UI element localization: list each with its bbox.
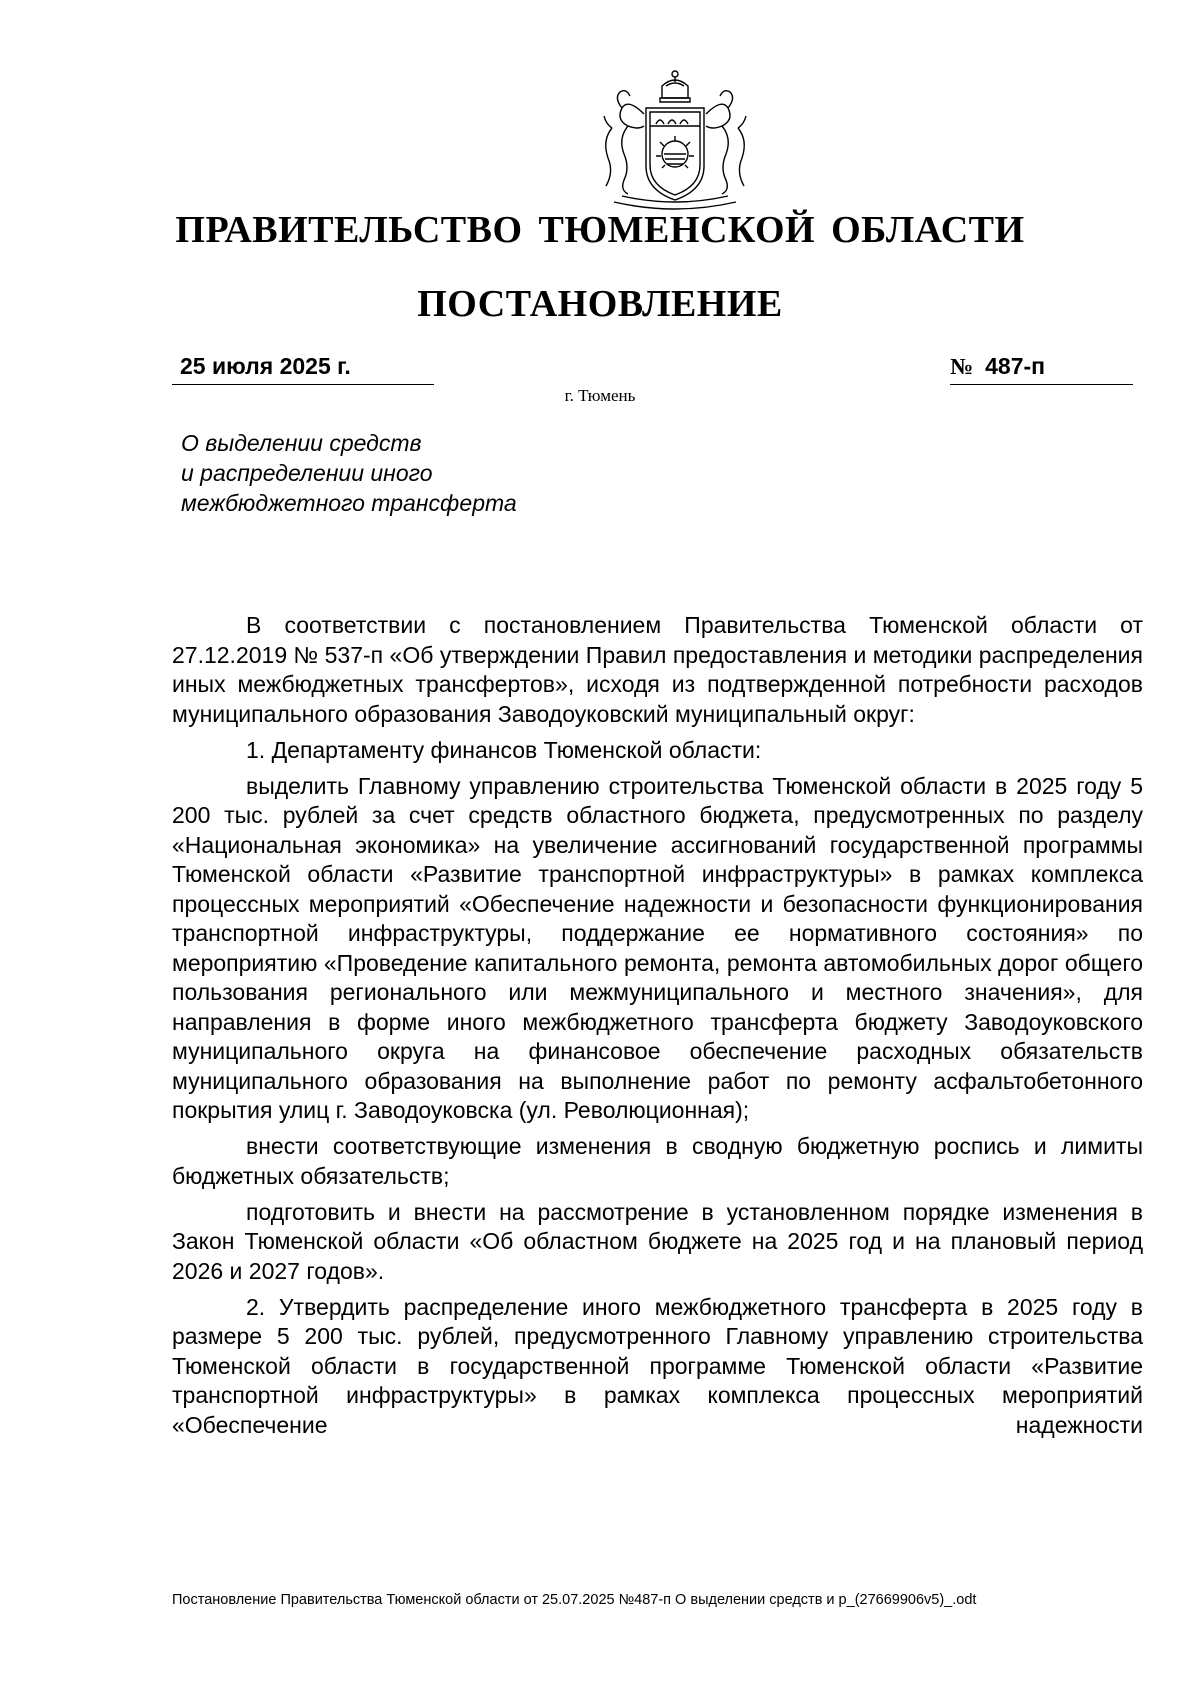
item-1-subparagraph-allocate: выделить Главному управлению строительства Тюменской области в 2025 году 5 200 тыс. рублей за счет средств областного бюджета, предусмотренных по разделу «Национальная экономика» на увеличение ассигнований государственной программы Тюменской области «Развитие транспортной инфраструктуры» в рамках комплекса процессных мероприятий «Обеспечение надежности и безопасности функционирования транспортной инфраструктуры, поддержание ее нормативного состояния» по мероприятию «Проведение капитального ремонта, ремонта автомобильных дорог общего пользования регионального или межмуниципального и местного значения», для направления в форме иного межбюджетного трансферта бюджету Заводоуковского муниципального округа на финансовое обеспечение расходных обязательств муниципального образования на выполнение работ по ремонту асфальтобетонного покрытия улиц г. Заводоуковска (ул. Революционная); <box>172 772 1143 1123</box>
coat-of-arms-emblem <box>594 68 756 214</box>
number-sign: № <box>950 354 974 379</box>
subject-line: и распределении иного <box>181 460 433 486</box>
item-1-subparagraph-prepare-law: подготовить и внести на рассмотрение в установленном порядке изменения в Закон Тюменской области «Об областном бюджете на 2025 год и на плановый период 2026 и 2027 годов». <box>172 1198 1143 1284</box>
item-2-paragraph: 2. Утвердить распределение иного межбюджетного трансферта в 2025 году в размере 5 200 тыс. рублей, предусмотренного Главному управлению строительства Тюменской области в государственной программе Тюменской области «Развитие транспортной инфраструктуры» в рамках комплекса процессных мероприятий «Обеспечение надежности <box>172 1293 1143 1438</box>
document-number: 487-п <box>985 353 1046 379</box>
subject-line: межбюджетного трансферта <box>181 490 517 516</box>
item-1-heading: 1. Департаменту финансов Тюменской области: <box>246 736 762 763</box>
preamble-paragraph: В соответствии с постановлением Правительства Тюменской области от 27.12.2019 № 537-п «Об утверждении Правил предоставления и методики распределения иных межбюджетных трансфертов», исходя из подтвержденной потребности расходов муниципального образования Заводоуковский муниципальный округ: <box>172 612 1143 727</box>
document-type-title: ПОСТАНОВЛЕНИЕ <box>417 283 783 325</box>
page-footer: Постановление Правительства Тюменской области от 25.07.2025 №487-п О выделении средств и р_(27669906v5)_.odt <box>172 1592 977 1608</box>
document-date: 25 июля 2025 г. <box>172 353 434 385</box>
item-1-subparagraph-amend-budget: внести соответствующие изменения в сводную бюджетную роспись и лимиты бюджетных обязательств; <box>172 1133 1143 1189</box>
organization-title: ПРАВИТЕЛЬСТВО ТЮМЕНСКОЙ ОБЛАСТИ <box>175 209 1025 251</box>
document-body <box>172 611 1143 1447</box>
subject-line: О выделении средств <box>181 430 422 456</box>
document-subject <box>181 428 517 518</box>
document-city: г. Тюмень <box>564 386 636 405</box>
document-number-field <box>950 353 1133 385</box>
